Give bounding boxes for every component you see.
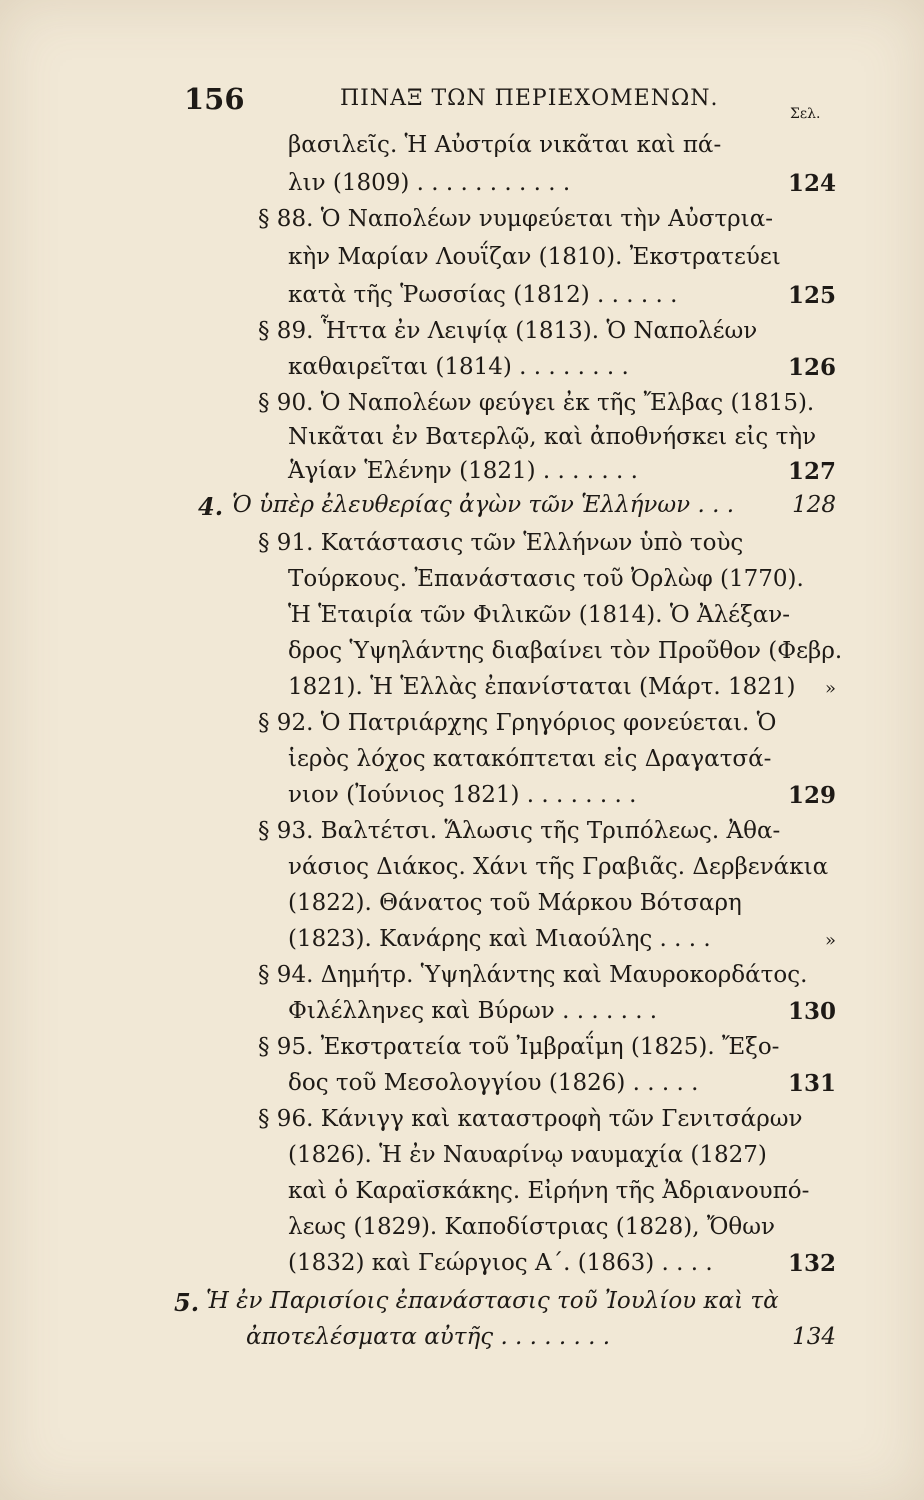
toc-page-ref: 128: [792, 492, 836, 518]
toc-line: 1821). Ἡ Ἑλλὰς ἐπανίσταται (Μάρτ. 1821): [288, 674, 796, 700]
toc-page-ref: 131: [787, 1070, 836, 1097]
toc-line: § 94. Δημήτρ. Ὑψηλάντης καὶ Μαυροκορδάτος.: [258, 962, 808, 988]
toc-line: καθαιρεῖται (1814) . . . . . . . .: [288, 354, 629, 380]
toc-line: κατὰ τῆς Ῥωσσίας (1812) . . . . . .: [288, 282, 678, 308]
toc-line: νάσιος Διάκος. Χάνι τῆς Γραβιᾶς. Δερβενάκια: [288, 854, 829, 880]
toc-section-title: ἀποτελέσματα αὐτῆς . . . . . . . .: [246, 1324, 611, 1350]
toc-line: § 89. Ἧττα ἐν Λειψίᾳ (1813). Ὁ Ναπολέων: [258, 318, 758, 344]
running-title: ΠΙΝΑΞ ΤΩΝ ΠΕΡΙΕΧΟΜΕΝΩΝ.: [340, 86, 719, 111]
toc-section-title: Ἡ ἐν Παρισίοις ἐπανάστασις τοῦ Ἰουλίου καὶ τὰ: [206, 1288, 779, 1314]
toc-line: Ἡ Ἑταιρία τῶν Φιλικῶν (1814). Ὁ Ἀλέξαν-: [288, 602, 791, 628]
toc-page-ditto: »: [824, 678, 836, 699]
toc-line: λεως (1829). Καποδίστριας (1828), Ὄθων: [288, 1214, 776, 1240]
toc-line: δος τοῦ Μεσολογγίου (1826) . . . . .: [288, 1070, 699, 1096]
toc-line: Τούρκους. Ἐπανάστασις τοῦ Ὀρλὼφ (1770).: [288, 566, 804, 592]
toc-page-ditto: »: [824, 930, 836, 951]
toc-line: (1822). Θάνατος τοῦ Μάρκου Βότσαρη: [288, 890, 742, 916]
section-number: 5.: [174, 1288, 200, 1317]
toc-line: § 95. Ἐκστρατεία τοῦ Ἰμβραΐμη (1825). Ἔξο-: [258, 1034, 780, 1060]
page-column-label: Σελ.: [790, 106, 821, 122]
toc-line: (1823). Κανάρης καὶ Μιαούλης . . . .: [288, 926, 711, 952]
section-number: 4.: [198, 492, 224, 521]
page-header: [0, 82, 924, 122]
toc-line: § 88. Ὁ Ναπολέων νυμφεύεται τὴν Αὐστρια-: [258, 206, 774, 232]
toc-line: § 92. Ὁ Πατριάρχης Γρηγόριος φονεύεται. Ὁ: [258, 710, 777, 736]
toc-line: κὴν Μαρίαν Λουΐζαν (1810). Ἐκστρατεύει: [288, 244, 781, 270]
toc-line: Ἁγίαν Ἑλένην (1821) . . . . . . .: [288, 458, 638, 484]
toc-line: § 91. Κατάστασις τῶν Ἑλλήνων ὑπὸ τοὺς: [258, 530, 744, 556]
toc-page-ref: 132: [787, 1250, 836, 1277]
toc-line: Νικᾶται ἐν Βατερλῷ, καὶ ἀποθνήσκει εἰς τὴν: [288, 424, 817, 450]
toc-line: (1826). Ἡ ἐν Ναυαρίνῳ ναυμαχία (1827): [288, 1142, 767, 1168]
toc-section-title: Ὁ ὑπὲρ ἐλευθερίας ἀγὼν τῶν Ἑλλήνων . . .: [232, 492, 735, 518]
page-number: 156: [184, 82, 245, 116]
toc-line: βασιλεῖς. Ἡ Αὐστρία νικᾶται καὶ πά-: [288, 132, 722, 158]
toc-page-ref: 125: [787, 282, 836, 309]
toc-page-ref: 130: [787, 998, 836, 1025]
toc-line: δρος Ὑψηλάντης διαβαίνει τὸν Προῦθον (Φεβρ.: [288, 638, 843, 664]
toc-line: καὶ ὁ Καραϊσκάκης. Εἰρήνη τῆς Ἀδριανουπό-: [288, 1178, 810, 1204]
toc-page-ref: 134: [792, 1324, 836, 1350]
toc-line: νιον (Ἰούνιος 1821) . . . . . . . .: [288, 782, 637, 808]
toc-line: λιν (1809) . . . . . . . . . . .: [288, 170, 571, 196]
toc-page-ref: 129: [787, 782, 836, 809]
toc-line: § 93. Βαλτέτσι. Ἅλωσις τῆς Τριπόλεως. Ἀθα-: [258, 818, 781, 844]
toc-line: ἱερὸς λόχος κατακόπτεται εἰς Δραγατσά-: [288, 746, 772, 772]
toc-line: (1832) καὶ Γεώργιος Α΄. (1863) . . . .: [288, 1250, 713, 1276]
toc-line: § 90. Ὁ Ναπολέων φεύγει ἐκ τῆς Ἔλβας (1815).: [258, 390, 815, 416]
toc-page-ref: 124: [787, 170, 836, 197]
toc-line: § 96. Κάνιγγ καὶ καταστροφὴ τῶν Γενιτσάρων: [258, 1106, 803, 1132]
toc-page-ref: 126: [787, 354, 836, 381]
toc-page-ref: 127: [787, 458, 836, 485]
toc-line: Φιλέλληνες καὶ Βύρων . . . . . . .: [288, 998, 658, 1024]
